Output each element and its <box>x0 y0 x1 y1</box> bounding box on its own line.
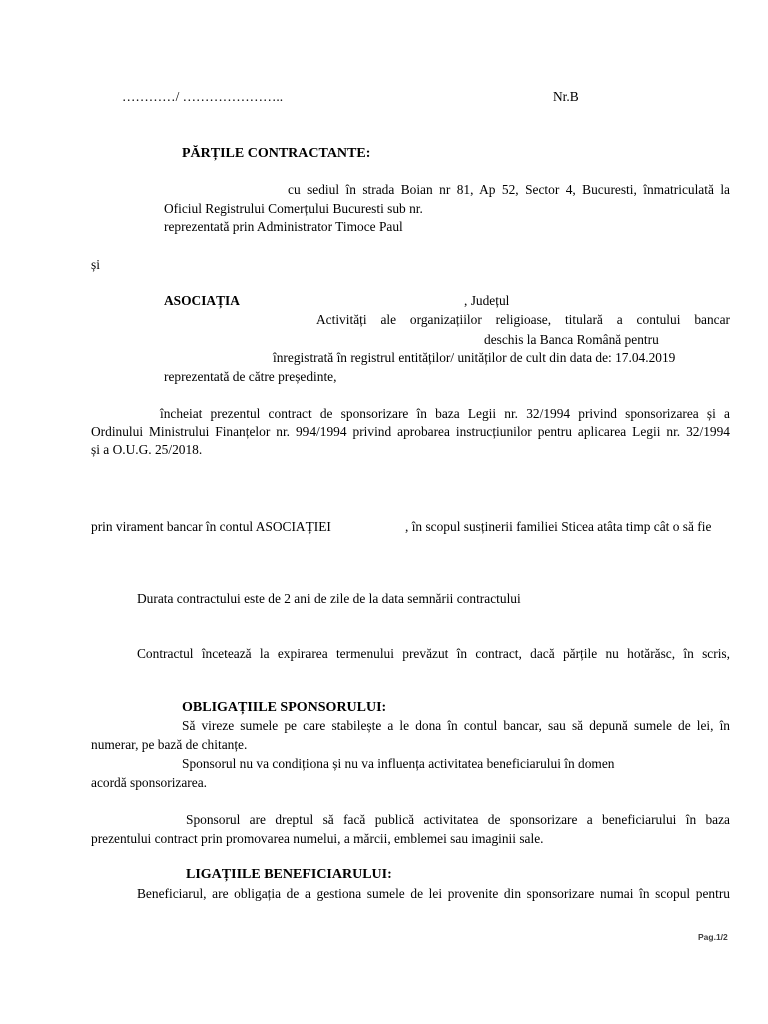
object-purpose-text: , în scopul susținerii familiei Sticea atâta timp cât o să fie <box>405 519 712 534</box>
beneficiary-obligation-1-line-1: Beneficiarul, are obligația de a gestiona sumele de lei provenite din sponsorizare numai în scopul pentru <box>137 886 730 901</box>
sponsor-obligation-3-line-1: Sponsorul are dreptul să facă publică activitatea de sponsorizare a beneficiarului în baza <box>186 812 730 827</box>
parties-heading: PĂRȚILE CONTRACTANTE: <box>182 146 371 161</box>
sponsor-representative-line: reprezentată prin Administrator Timoce Paul <box>164 219 403 234</box>
association-registry-line: înregistrată în registrul entităților/ unităților de cult din data de: 17.04.2019 <box>273 350 676 365</box>
county-label: , Județul <box>464 293 510 308</box>
association-label: ASOCIAȚIA <box>164 293 240 308</box>
association-bank-line: deschis la Banca Română pentru <box>484 332 659 347</box>
legal-basis-line-1: încheiat prezentul contract de sponsorizare în baza Legii nr. 32/1994 privind sponsorizarea și a <box>160 406 730 421</box>
sponsor-obligation-2-line-1: Sponsorul nu va condiționa și nu va influența activitatea beneficiarului în domen <box>182 756 615 771</box>
legal-basis-line-2: Ordinului Ministrului Finanțelor nr. 994/1994 privind aprobarea instrucțiunilor pentru aplicarea Legii nr. 32/1994 <box>91 424 730 439</box>
association-activity-line: Activități ale organizațiilor religioase, titulară a contului bancar <box>316 312 730 327</box>
duration-text: Durata contractului este de 2 ani de zile de la data semnării contractului <box>137 591 521 606</box>
sponsor-obligations-heading: OBLIGAȚIILE SPONSORULUI: <box>182 700 387 715</box>
sponsor-obligation-1-line-1: Să vireze sumele pe care stabilește a le dona în contul bancar, sau să depună sumele de lei, în <box>182 718 730 733</box>
conjunction-text: și <box>91 257 100 272</box>
sponsor-obligation-2-line-2: acordă sponsorizarea. <box>91 775 207 790</box>
beneficiary-obligations-heading: LIGAȚIILE BENEFICIARULUI: <box>186 867 392 882</box>
termination-text: Contractul încetează la expirarea termenului prevăzut în contract, dacă părțile nu hotărăsc, în scris, <box>137 646 730 661</box>
page-number: Pag.1/2 <box>698 932 728 942</box>
object-transfer-text: prin virament bancar în contul ASOCIAȚIEI <box>91 519 331 534</box>
legal-basis-line-3: și a O.U.G. 25/2018. <box>91 442 203 457</box>
sponsor-obligation-1-line-2: numerar, pe bază de chitanțe. <box>91 737 248 752</box>
contract-number-label: Nr.B <box>553 89 579 104</box>
sponsor-registry-line: Oficiul Registrului Comerțului Bucuresti sub nr. <box>164 201 423 216</box>
sponsor-obligation-3-line-2: prezentului contract prin promovarea numelui, a mărcii, emblemei sau imaginii sale. <box>91 831 544 846</box>
association-representative-line: reprezentată de către președinte, <box>164 369 337 384</box>
sponsor-address-line: cu sediul în strada Boian nr 81, Ap 52, Sector 4, Bucuresti, înmatriculată la <box>288 182 730 197</box>
date-placeholder: …………/ ………………….. <box>122 89 284 104</box>
